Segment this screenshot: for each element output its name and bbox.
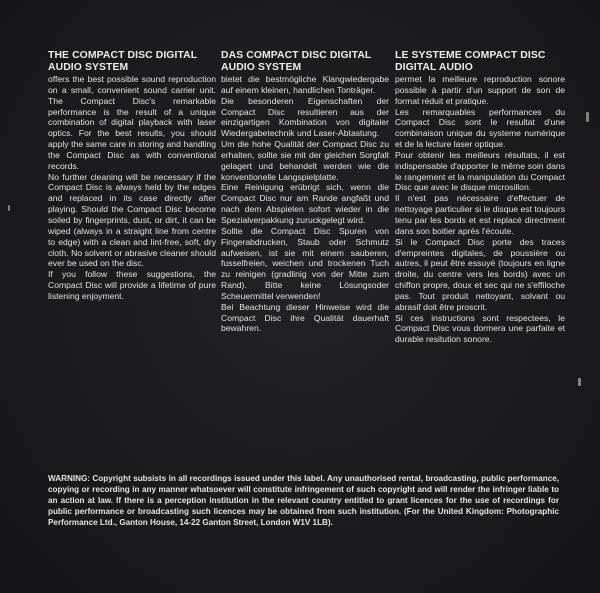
- paragraph: Si ces instructions sont respectees, le Compact Disc vous dormera une parfaite et durable resitution sonore.: [395, 312, 565, 345]
- paragraph: Bei Beachtung dieser Hinweise wird die Compact Disc ihre Qualität dauerhaft bewahren.: [221, 301, 389, 334]
- paragraph: Pour obtenir les meilleurs résultats, il est indispensable d'apporter le même soin dans le rangement et la manipulation du Compact Disc que avec le disque microsillon.: [395, 149, 565, 193]
- heading-line-1: DAS COMPACT DISC DIGITAL: [221, 50, 372, 61]
- paragraph: bietet die bestmögliche Klangwiedergabe auf einem kleinen, handlichen Tonträger.: [221, 74, 389, 95]
- paragraph: Sollte die Compact Disc Spuren von Fingerabdrucken, Staub oder Schmutz aufweisen, ist sie mit einem sauberen, fusselfreien, weichen und trockenen Tuch zu reinigen (gradlinig von der Mitte zum Rand). Bitte keine Lösungsoder Scheuermittel verwenden!: [221, 225, 389, 301]
- warning-label: WARNING:: [48, 474, 90, 483]
- paragraph: If you follow these suggestions, the Compact Disc will provide a lifetime of pure listening enjoyment.: [48, 269, 216, 301]
- heading-line-2: AUDIO SYSTEM: [221, 62, 302, 73]
- heading-english: [48, 50, 216, 74]
- heading-line-1: THE COMPACT DISC DIGITAL: [48, 50, 198, 61]
- column-german: [221, 50, 389, 334]
- copyright-warning: [48, 473, 559, 528]
- paragraph: permet la meilleure reproduction sonore possible à partir d'un support de son de format réduit et pratique.: [395, 74, 565, 106]
- column-french: [395, 50, 565, 345]
- warning-text: Copyright subsists in all recordings issued under this label. Any unauthorised rental, broadcasting, public performance, copying or recording in any manner whatsoever will constitute infringement of such copyright and will render the infringer liable to an action at law. If there is a perception institution in the relevant country entitled to grant licences for the use of recordings for public performance or broadcasting such licences may be obtained from such institution. (For the United Kingdom: Photographic Performance Ltd., Ganton House, 14-22 Ganton Street, London W1V 1LB).: [48, 474, 559, 527]
- heading-german: [221, 50, 389, 74]
- paragraph: No further cleaning will be necessary if the Compact Disc is always held by the edges and replaced in its case directly after playing. Should the Compact Disc become soiled by fingerprints, dust, or dirt, it can be wiped (always in a straight line from centre to edge) with a clean and lint-free, soft, dry cloth. No solvent or abrasive cleaner should ever be used on the disc.: [48, 171, 216, 269]
- paragraph: Die besonderen Eigenschaften der Compact Disc resultieren aus der einzigartigen Kombination von digitaler Wiedergabetechnik und Laser-Abtastung.: [221, 95, 389, 139]
- scan-speck: [586, 112, 589, 122]
- heading-line-1: LE SYSTEME COMPACT DISC: [395, 50, 546, 61]
- paragraph: Il n'est pas nécessaire d'effectuer de nettoyage particulier si le disque est toujours tenu par les bords et est replacé directment dans son boitier après l'écoute.: [395, 193, 565, 236]
- paragraph: Les remarquables performances du Compact Disc sont le resultat d'une combinaison unique du systeme numérique et de la lecture laser optique.: [395, 106, 565, 150]
- scan-speck: [578, 378, 581, 386]
- paragraph: Eine Reinigung erübrigt sich, wenn die Compact Disc nur am Rande angfaßt und nach dem Abspielen sofort wieder in die Spezialverpakkung zuruckgelegt wird.: [221, 182, 389, 225]
- column-english: [48, 50, 216, 302]
- heading-line-2: DIGITAL AUDIO: [395, 62, 473, 73]
- paragraph: Um die hohe Qualität der Compact Disc zu erhalten, sollte sie mit der gleichen Sorgfalt gelagert und behandelt werden wie die konventionelle Langspielplatte.: [221, 139, 389, 182]
- paragraph: Si le Compact Disc porte des traces d'empreintes digitales, de poussière ou autres, il peut être essuyé (toujours en ligne droite, du centre vers les bords) avec un chiffon propre, doux et sec qui ne s'effiloche pas. Tout produit nettoyant, solvant ou abrasif doit être proscrit.: [395, 236, 565, 312]
- scan-speck: [8, 205, 10, 211]
- paragraph: offers the best possible sound reproduction on a small, convenient sound carrier unit. The Compact Disc's remarkable performance is the result of a unique combination of digital playback with laser optics. For the best results, you should apply the same care in storing and handling the Compact Disc as with conventional records.: [48, 74, 216, 171]
- heading-line-2: AUDIO SYSTEM: [48, 62, 129, 73]
- heading-french: [395, 50, 565, 74]
